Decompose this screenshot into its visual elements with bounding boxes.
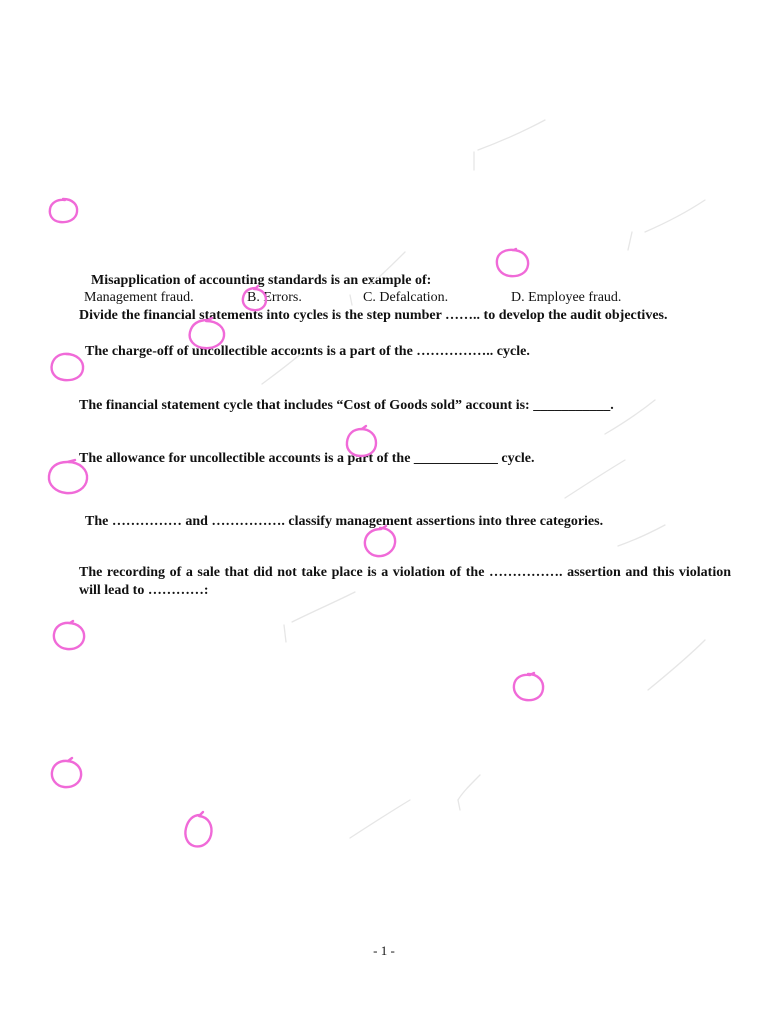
faint-stroke [350,295,352,305]
faint-stroke [618,525,665,546]
circle-mark [52,354,84,380]
faint-stroke [284,625,286,642]
question-7: The recording of a sale that did not take place is a violation of the ……………. assertion and this violation will lead to …………: [79,565,731,598]
faint-stroke [648,640,705,690]
faint-stroke [458,800,460,810]
faint-stroke [628,232,632,250]
page-number: - 1 - [373,943,395,958]
question-1-option-c: C. Defalcation. [363,290,449,305]
circle-mark [185,812,211,846]
faint-stroke [565,460,625,498]
faint-stroke [350,800,410,838]
question-1-stem: Misapplication of accounting standards is an example of: [91,273,432,288]
faint-stroke [458,775,480,800]
question-1-option-d: D. Employee fraud. [511,290,622,305]
question-2: Divide the financial statements into cycles is the step number …….. to develop the audit objectives. [79,308,668,323]
question-1-option-a: Management fraud. [84,290,194,305]
question-1-option-b: B. Errors. [247,290,302,305]
faint-stroke [645,200,705,232]
question-3: The charge-off of uncollectible accounts is a part of the …………….. cycle. [85,344,530,359]
circle-mark [54,621,84,649]
circle-mark [514,673,543,700]
question-6: The …………… and ……………. classify management assertions into three categories. [85,514,604,529]
circle-mark [52,758,81,787]
question-5: The allowance for uncollectible accounts is a part of the ____________ cycle. [79,451,535,466]
question-4: The financial statement cycle that includes “Cost of Goods sold” account is: ___________. [79,398,614,413]
circle-mark [50,199,77,222]
circle-mark [497,249,528,276]
faint-stroke [478,120,545,150]
faint-strokes [262,120,705,838]
